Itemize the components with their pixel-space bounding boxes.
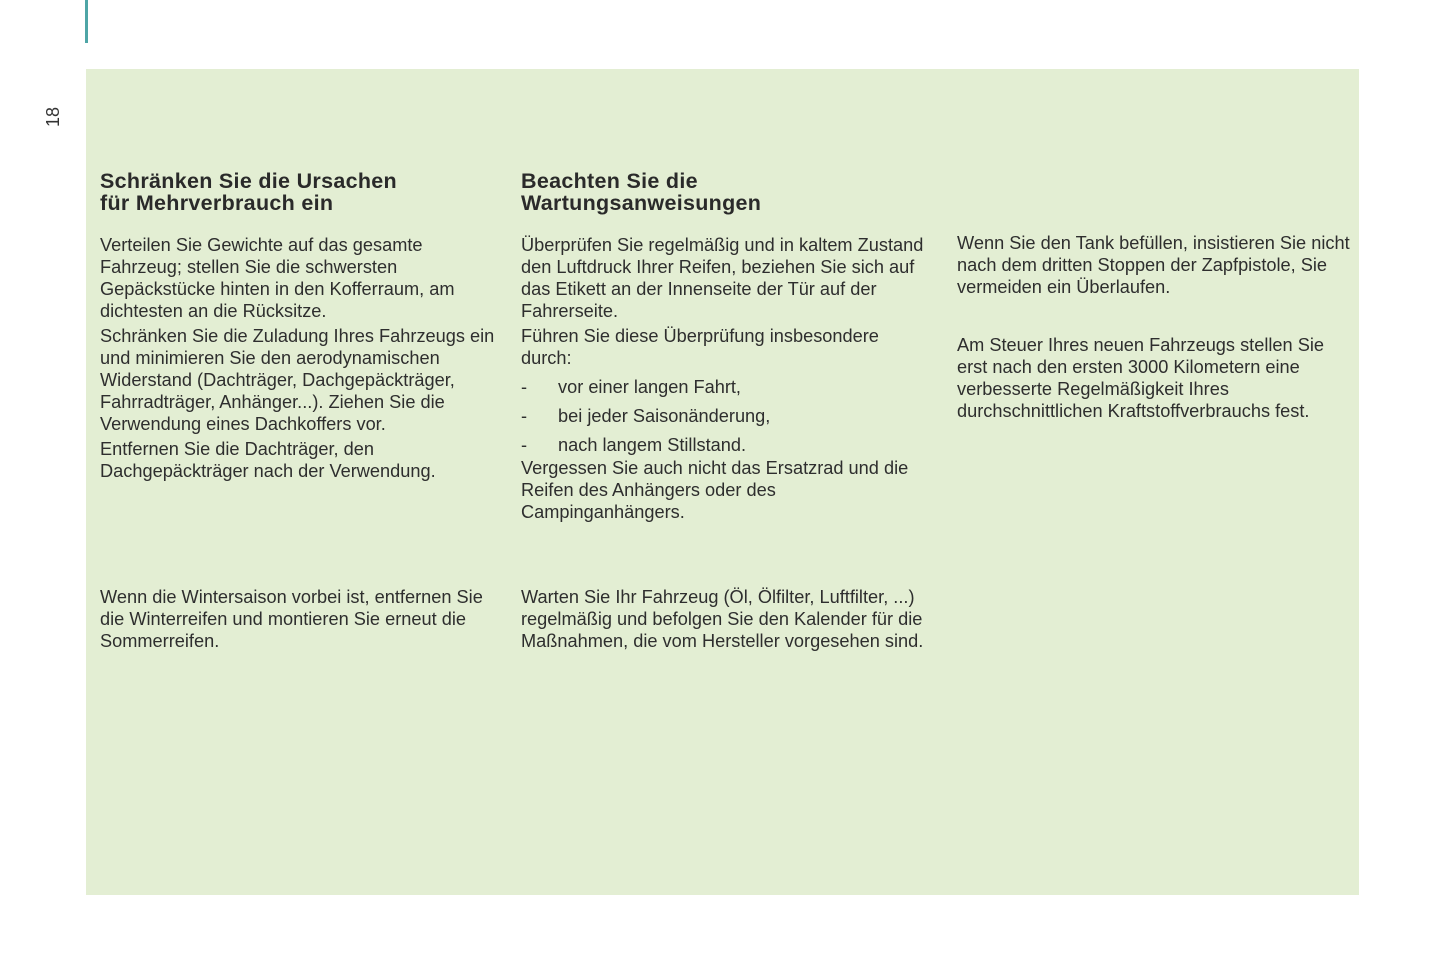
section-heading <box>100 170 500 214</box>
paragraph: Entfernen Sie die Dachträger, den Dachgepäckträger nach der Verwendung. <box>100 439 436 481</box>
list-item-text: bei jeder Saisonänderung, <box>558 406 771 426</box>
list-item-text: vor einer langen Fahrt, <box>558 377 741 397</box>
paragraph: Warten Sie Ihr Fahrzeug (Öl, Ölfilter, Luftfilter, ...) regelmäßig und befolgen Sie den Kalender für die Maßnahmen, die vom Hersteller vorgesehen sind. <box>521 587 924 651</box>
accent-bar <box>85 0 88 43</box>
paragraph: Führen Sie diese Überprüfung insbesondere durch: <box>521 326 879 368</box>
paragraph: Vergessen Sie auch nicht das Ersatzrad und die Reifen des Anhängers oder des Campinganhängers. <box>521 458 909 522</box>
list-item <box>521 434 931 456</box>
heading-line-1: Schränken Sie die Ursachen <box>100 169 397 193</box>
heading-line-2: Wartungsanweisungen <box>521 191 762 215</box>
paragraph: Überprüfen Sie regelmäßig und in kaltem Zustand den Luftdruck Ihrer Reifen, beziehen Sie sich auf das Etikett an der Innenseite der Tür auf der Fahrerseite. <box>521 235 924 321</box>
list-item-text: nach langem Stillstand. <box>558 435 747 455</box>
check-list <box>521 376 931 456</box>
paragraph: Schränken Sie die Zuladung Ihres Fahrzeugs ein und minimieren Sie den aerodynamischen Widerstand (Dachträger, Dachgepäckträger, Fahrradträger, Anhänger...). Ziehen Sie die Verwendung eines Dachkoffers vor. <box>100 326 495 434</box>
section-service-schedule <box>521 586 931 652</box>
page-number: 18 <box>43 106 63 128</box>
paragraph: Wenn die Wintersaison vorbei ist, entfernen Sie die Winterreifen und montieren Sie erneut die Sommerreifen. <box>100 587 483 651</box>
section-reduce-consumption <box>100 170 500 482</box>
list-item <box>521 405 931 427</box>
heading-line-2: für Mehrverbrauch ein <box>100 191 334 215</box>
paragraph: Wenn Sie den Tank befüllen, insistieren Sie nicht nach dem dritten Stoppen der Zapfpistole, Sie vermeiden ein Überlaufen. <box>957 233 1350 297</box>
section-winter-tyres <box>100 586 500 652</box>
list-item <box>521 376 931 398</box>
section-heading <box>521 170 931 214</box>
section-maintenance <box>521 170 931 523</box>
paragraph: Verteilen Sie Gewichte auf das gesamte Fahrzeug; stellen Sie die schwersten Gepäckstücke hinten in den Kofferraum, am dichtesten an die Rücksitze. <box>100 235 455 321</box>
paragraph: Am Steuer Ihres neuen Fahrzeugs stellen Sie erst nach den ersten 3000 Kilometern eine verbesserte Regelmäßigkeit Ihres durchschnittlichen Kraftstoffverbrauchs fest. <box>957 335 1324 421</box>
list-dash: - <box>521 377 528 397</box>
section-fuel-tips <box>957 232 1357 422</box>
list-dash: - <box>521 406 528 426</box>
list-dash: - <box>521 435 528 455</box>
heading-line-1: Beachten Sie die <box>521 169 698 193</box>
